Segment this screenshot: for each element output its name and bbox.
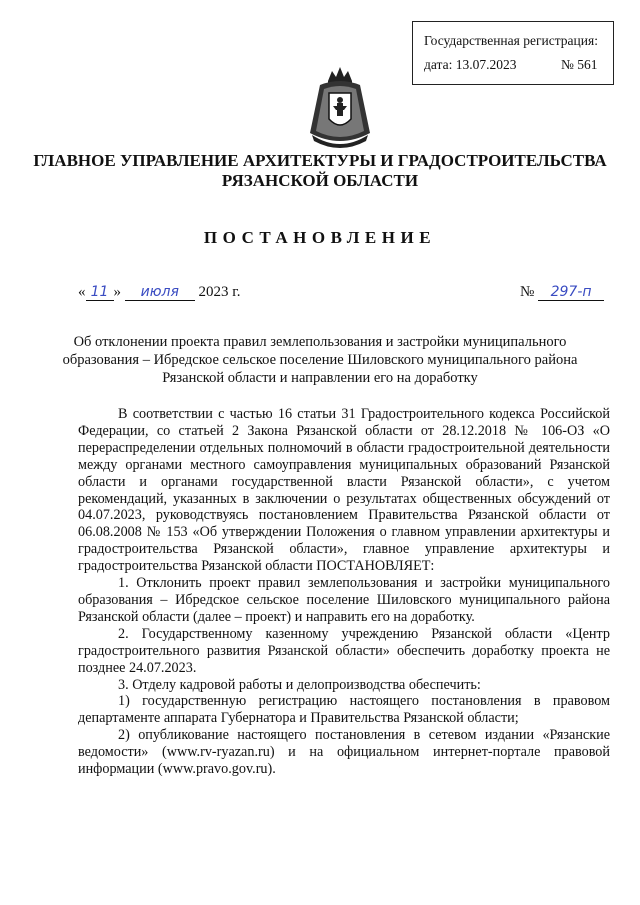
paragraph-item-3: 3. Отделу кадровой работы и делопроизводства обеспечить: [118, 676, 481, 693]
organization-name-line1: ГЛАВНОЕ УПРАВЛЕНИЕ АРХИТЕКТУРЫ И ГРАДОСТРОИТЕЛЬСТВА [33, 151, 607, 170]
registration-date: дата: 13.07.2023 [424, 57, 517, 72]
organization-name-line2: РЯЗАНСКОЙ ОБЛАСТИ [221, 171, 419, 190]
paragraph-subitem-2: 2) опубликование настоящего постановления в сетевом издании «Рязанские ведомости» (www.rv-ryazan.ru) и на официальном интернет-портале правовой информации (www.pravo.gov.ru). [78, 727, 610, 778]
document-body [78, 406, 610, 778]
registration-stamp [412, 21, 614, 85]
registration-title: Государственная регистрация: [424, 33, 598, 48]
document-date [78, 284, 240, 301]
registration-number: № 561 [561, 57, 598, 72]
document-subject: Об отклонении проекта правил землепользования и застройки муниципального образования – Ибредское сельское поселение Шиловского муниципального района Рязанской области и направлении его на доработку [62, 334, 578, 386]
paragraph-item-2: 2. Государственному казенному учреждению Рязанской области «Центр градостроительного развития Рязанской области» обеспечить доработку проекта не позднее 24.07.2023. [78, 625, 610, 676]
number-value: 297-п [538, 284, 604, 301]
date-close-quote: » [113, 284, 121, 300]
paragraph-preamble: В соответствии с частью 16 статьи 31 Градостроительного кодекса Российской Федерации, со статьей 2 Закона Рязанской области от 28.12.2018 № 106-ОЗ «О перераспределении отдельных полномочий в области градостроительной деятельности между органами местного самоуправления муниципальных образований Рязанской области и органами государственной власти Рязанской области», с учетом рекомендаций, указанных в заключении о результатах общественных обсуждений от 04.07.2023, руководствуясь постановлением Правительства Рязанской области от 06.08.2008 № 153 «Об утверждении Положения о главном управлении архитектуры и градостроительства Рязанской области», главное управление архитектуры и градостроительства Рязанской области ПОСТАНОВЛЯЕТ: [78, 406, 610, 575]
coat-of-arms-icon [298, 63, 382, 151]
date-day: 11 [86, 284, 114, 301]
number-prefix: № [520, 284, 535, 300]
paragraph-subitem-1: 1) государственную регистрацию настоящего постановления в правовом департаменте аппарата Губернатора и Правительства Рязанской области; [78, 693, 610, 727]
date-year: 2023 г. [198, 284, 241, 300]
document-number [520, 284, 604, 301]
registration-date-line [424, 56, 598, 74]
document-type-title: ПОСТАНОВЛЕНИЕ [203, 228, 437, 247]
date-open-quote: « [78, 284, 86, 300]
paragraph-item-1: 1. Отклонить проект правил землепользования и застройки муниципального образования – Ибредское сельское поселение Шиловского муниципального района Рязанской области (далее – проект) и направить его на доработку. [78, 575, 610, 625]
date-month: июля [125, 284, 195, 301]
